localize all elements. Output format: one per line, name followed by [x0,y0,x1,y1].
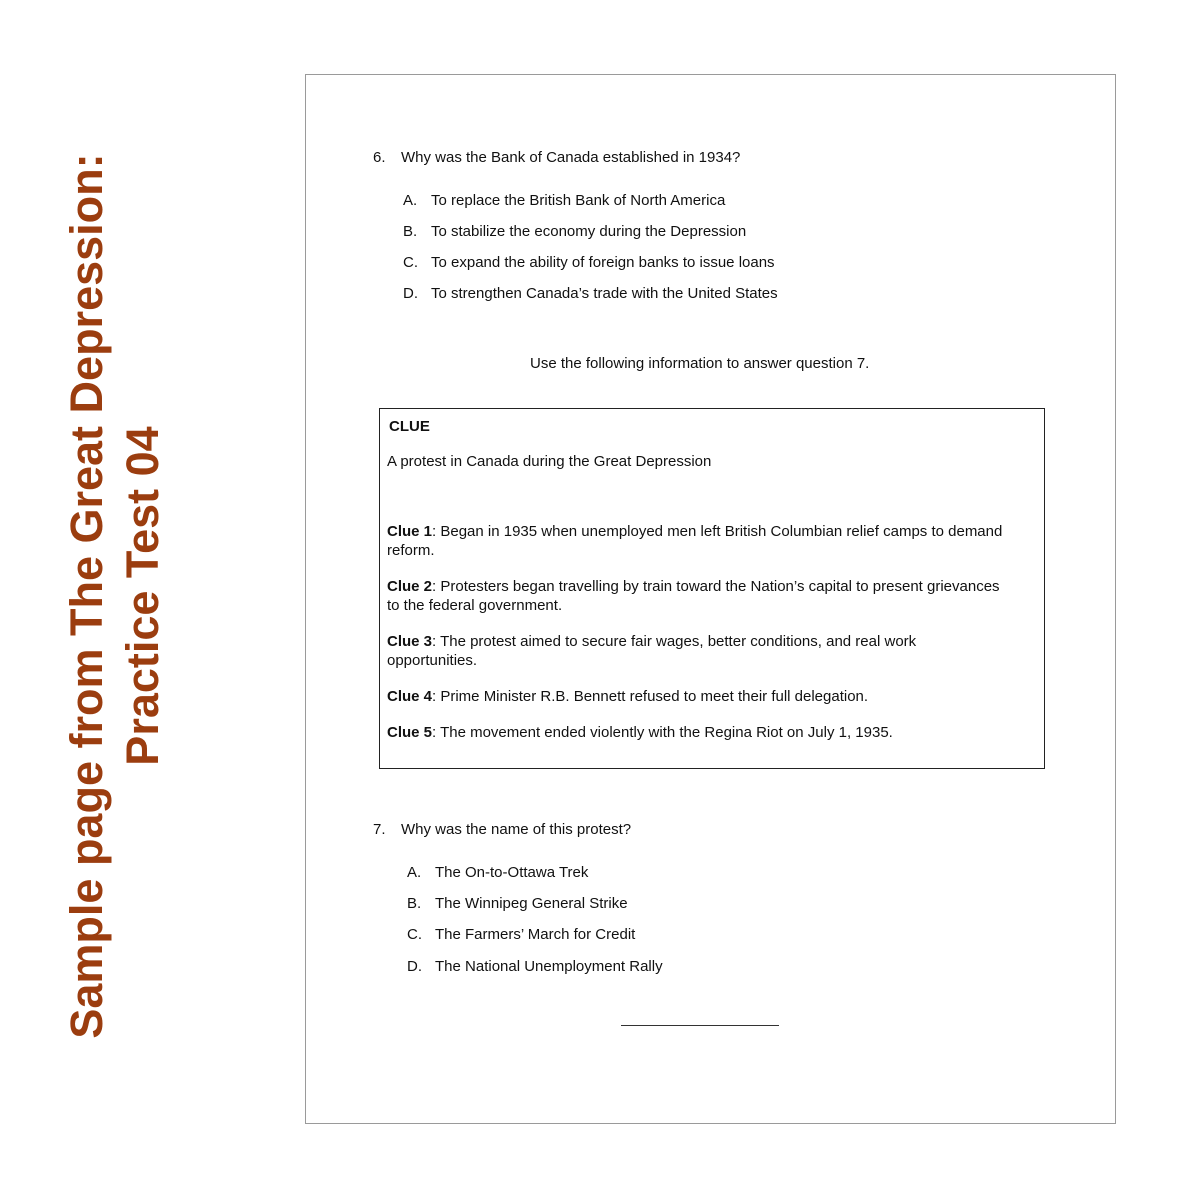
option-letter: B. [407,895,422,912]
question-7-option-d [407,958,663,976]
question-7-option-a [407,864,588,882]
option-letter: C. [403,254,418,271]
clue-label: Clue 5 [387,724,433,741]
clue-text: : Protesters began travelling by train toward the Nation’s capital to present grievances to the federal government. [387,578,1000,614]
sample-page-banner [59,136,171,1056]
clue-label: Clue 1 [387,523,433,540]
option-letter: D. [407,958,422,975]
clue-text: : Began in 1935 when unemployed men left British Columbian relief camps to demand reform. [387,523,1003,559]
question-7-instruction: Use the following information to answer question 7. [530,355,870,372]
question-number: 7. [373,821,386,838]
option-text: To expand the ability of foreign banks to issue loans [431,254,775,271]
clue-label: Clue 2 [387,578,433,595]
clue-item-5 [387,723,1007,742]
option-letter: C. [407,926,422,943]
clue-item-4 [387,687,1007,706]
banner-line-2: Practice Test 04 [117,426,168,766]
question-7-option-b [407,895,628,913]
page-footer-rule [621,1025,779,1026]
clue-box [379,408,1045,769]
question-7-stem [373,821,631,839]
question-6-option-c [403,254,775,272]
clue-subject: A protest in Canada during the Great Depression [387,453,712,470]
option-letter: A. [403,192,418,209]
clue-text: : Prime Minister R.B. Bennett refused to meet their full delegation. [432,688,869,705]
clue-item-3 [387,632,1007,670]
question-text: Why was the Bank of Canada established in 1934? [401,149,741,166]
option-text: The On-to-Ottawa Trek [435,864,589,881]
option-text: To strengthen Canada’s trade with the United States [431,285,778,302]
clue-text: : The movement ended violently with the Regina Riot on July 1, 1935. [432,724,893,741]
question-text: Why was the name of this protest? [401,821,632,838]
question-6-option-b [403,223,746,241]
option-text: To stabilize the economy during the Depression [431,223,747,240]
option-letter: D. [403,285,418,302]
question-7-option-c [407,926,635,944]
clue-label: Clue 3 [387,633,433,650]
question-6-option-d [403,285,778,303]
option-text: To replace the British Bank of North America [431,192,726,209]
banner-line-1: Sample page from The Great Depression: [61,153,112,1039]
question-6-option-a [403,192,725,210]
clue-item-1 [387,522,1007,560]
option-letter: B. [403,223,418,240]
question-number: 6. [373,149,386,166]
clue-item-2 [387,577,1007,615]
option-text: The National Unemployment Rally [435,958,663,975]
option-letter: A. [407,864,422,881]
option-text: The Winnipeg General Strike [435,895,628,912]
clue-label: Clue 4 [387,688,433,705]
clue-text: : The protest aimed to secure fair wages, better conditions, and real work opportunities. [387,633,917,669]
option-text: The Farmers’ March for Credit [435,926,636,943]
question-6-stem [373,149,740,167]
test-page [305,74,1116,1124]
clue-heading: CLUE [389,418,430,435]
